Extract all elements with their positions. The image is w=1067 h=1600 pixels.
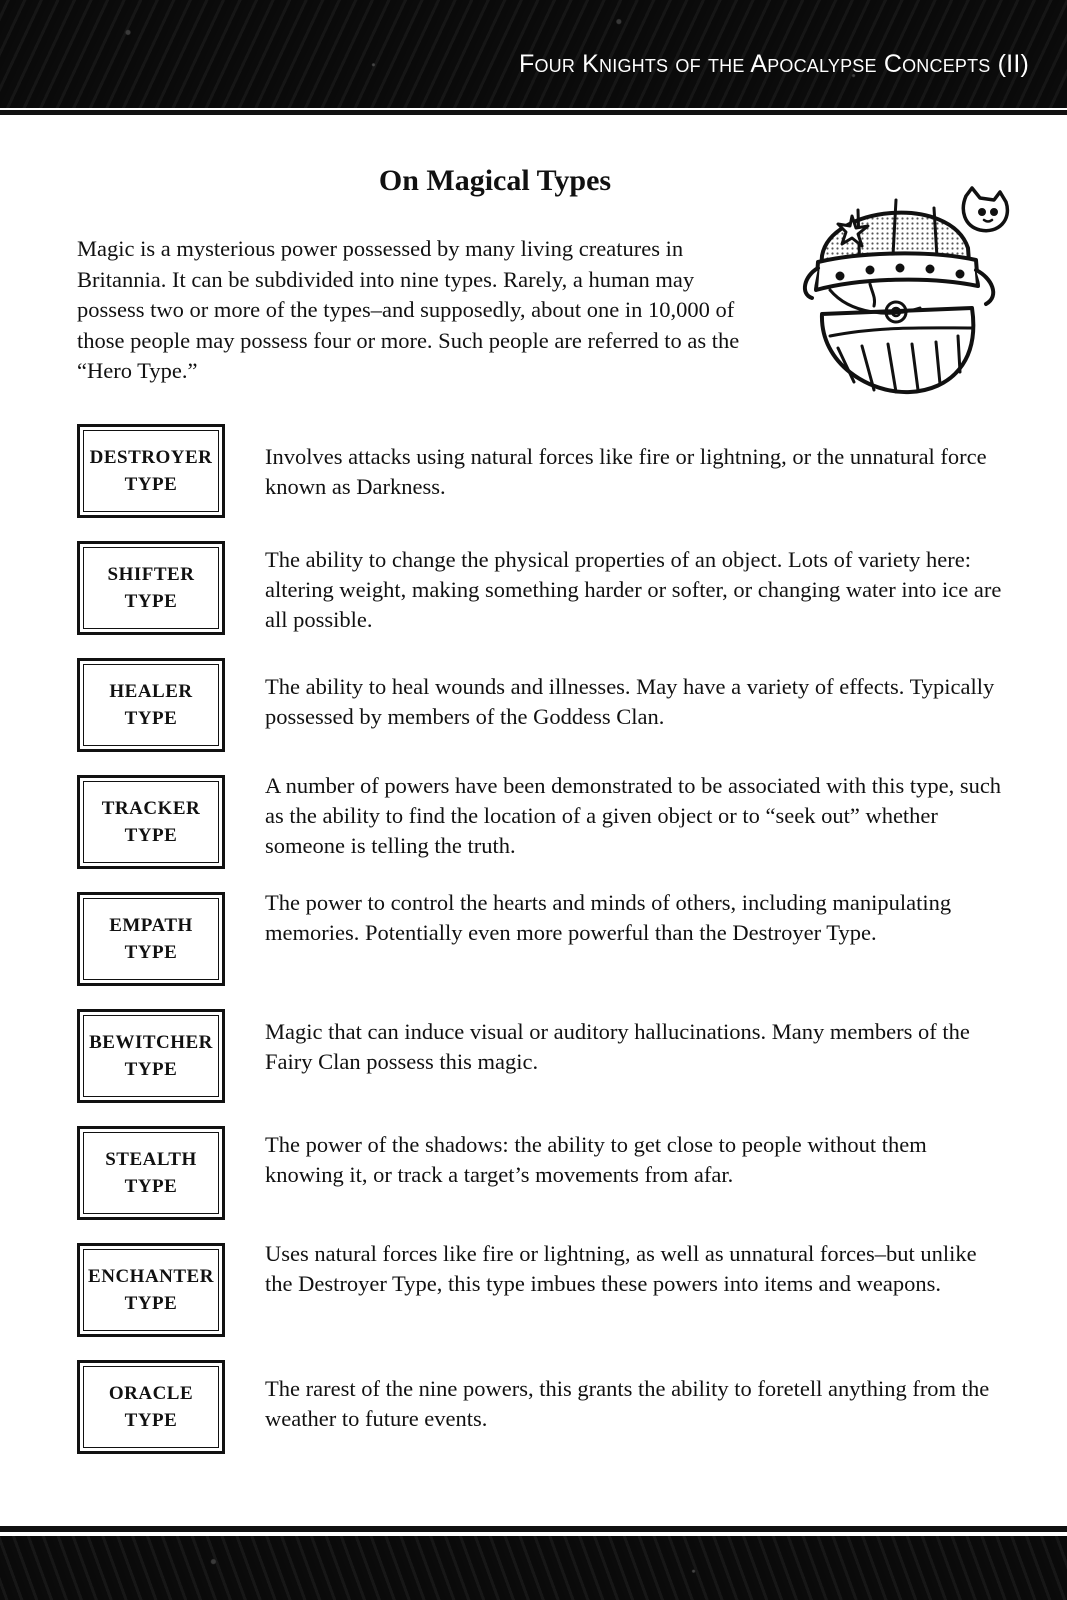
type-description: A number of powers have been demonstrated to be associated with this type, such as the ability to find the location of a given object or to “seek out” whether someone is telling the truth.: [265, 773, 1002, 858]
type-box: [77, 541, 225, 635]
type-label: DESTROYER TYPE: [89, 447, 213, 495]
type-row-oracle: [77, 1360, 997, 1460]
helmet-character-icon: [800, 186, 1040, 406]
type-box: [77, 892, 225, 986]
type-box: [77, 424, 225, 518]
header-divider: [0, 110, 1067, 115]
type-label: SHIFTER TYPE: [107, 564, 195, 612]
type-box: [77, 1243, 225, 1337]
type-row-healer: [77, 658, 997, 758]
type-label: ENCHANTER TYPE: [88, 1266, 214, 1314]
type-label: TRACKER TYPE: [101, 798, 201, 846]
type-box: [77, 775, 225, 869]
type-label: EMPATH TYPE: [109, 915, 193, 963]
header-title: Four Knights of the Apocalypse Concepts (II): [518, 50, 1029, 78]
type-description: The power to control the hearts and minds of others, including manipulating memories. Potentially even more powerful than the Destroyer Type.: [265, 890, 952, 945]
type-row-shifter: [77, 541, 1002, 641]
type-box: [77, 1009, 225, 1103]
type-box: [77, 1126, 225, 1220]
type-row-empath: [77, 892, 997, 992]
type-row-enchanter: [77, 1243, 997, 1343]
type-description: Magic that can induce visual or auditory hallucinations. Many members of the Fairy Clan possess this magic.: [265, 1019, 970, 1074]
type-row-bewitcher: [77, 1009, 997, 1109]
footer-band: [0, 1536, 1067, 1600]
type-description: Involves attacks using natural forces like fire or lightning, or the unnatural force known as Darkness.: [265, 444, 987, 499]
type-description: The power of the shadows: the ability to get close to people without them knowing it, or track a target’s movements from afar.: [265, 1132, 927, 1187]
type-description: The ability to change the physical properties of an object. Lots of variety here: altering weight, making something harder or softer, or changing water into ice are all possible.: [265, 547, 1002, 632]
type-box: [77, 1360, 225, 1454]
type-label: STEALTH TYPE: [105, 1149, 197, 1197]
type-row-tracker: [77, 773, 1002, 875]
intro-paragraph: Magic is a mysterious power possessed by many living creatures in Britannia. It can be subdivided into nine types. Rarely, a human may possess two or more of the types–and supposedly, about one in 10,000 of those people may possess four or more. Such people are referred to as the “Hero Type.”: [77, 236, 740, 383]
type-label: BEWITCHER TYPE: [89, 1032, 213, 1080]
type-row-stealth: [77, 1126, 997, 1226]
type-label: HEALER TYPE: [109, 681, 193, 729]
type-description: The ability to heal wounds and illnesses. May have a variety of effects. Typically possessed by members of the Goddess Clan.: [265, 674, 995, 729]
type-label: ORACLE TYPE: [108, 1383, 194, 1431]
type-row-destroyer: [77, 424, 997, 524]
type-box: [77, 658, 225, 752]
type-description: Uses natural forces like fire or lightning, as well as unnatural forces–but unlike the Destroyer Type, this type imbues these powers into items and weapons.: [265, 1241, 977, 1296]
page-title: On Magical Types: [378, 164, 612, 197]
footer-divider: [0, 1526, 1067, 1532]
type-description: The rarest of the nine powers, this grants the ability to foretell anything from the weather to future events.: [265, 1376, 990, 1431]
